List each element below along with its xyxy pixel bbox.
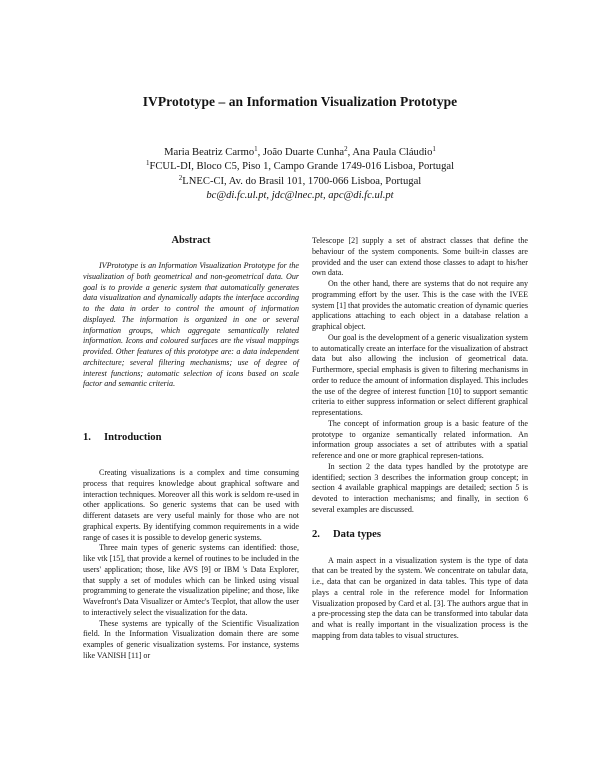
paragraph: In section 2 the data types handled by the prototype are identified; section 3 describes the information group concept; in section 4 available graphical mappings are detailed; section 5 is devoted to interaction mechanisms; and finally, in section 6 several examples are discussed. [312,461,528,514]
affiliation-mark: 1 [254,145,258,153]
author-name: Ana Paula Cláudio [352,147,433,158]
affiliation-mark: 1 [432,145,436,153]
section-number: 1. [83,432,91,443]
paragraph: Creating visualizations is a complex and time consuming process that requires knowledge about graphical software and interaction techniques. Moreover all this work is seldom re-used in other applications. So generic systems that can be used with different datasets are very useful mainly for those who are not graphical experts. By identifying common requirements in a wide range of cases it is possible to develop generic systems. [83,468,299,542]
affiliation-text: FCUL-DI, Bloco C5, Piso 1, Campo Grande 1749-016 Lisboa, Portugal [149,161,455,173]
affiliation-mark: 2 [178,173,183,182]
section-number: 2. [312,528,320,540]
affiliation-mark: 2 [344,145,348,153]
author-names [0,146,600,160]
author-separator: , [347,147,353,158]
author-name: Maria Beatriz Carmo [164,147,255,158]
section-heading-data-types [312,529,528,540]
author-name: João Duarte Cunha [262,147,345,158]
paragraph: On the other hand, there are systems that do not require any programming effort by the user. This is the case with the IVEE system [1] that provides the automatic creation of dynamic queries applications attaching to each object in a database relation a graphical object. [312,279,528,331]
paragraph: Our goal is the development of a generic visualization system to automatically create an interface for the visualization of abstract data but also allowing the inclusion of geometrical data. Furthermore, special emphasis is given to filtering mechanisms in order to reduce the amount of information displayed. This includes the use of the degree of interest function [10] to support semantic criteria to either suppress information or select different graphical representations. [312,332,528,417]
affiliation-mark: 1 [145,159,150,168]
author-separator: , [257,147,263,158]
paragraph: These systems are typically of the Scientific Visualization field. In the Information Visualization domain there are some examples of generic visualization systems. For instance, systems like VANISH [11] or [83,618,299,660]
section-title: Data types [333,528,381,540]
paper-title: IVPrototype – an Information Visualization Prototype [142,94,458,109]
abstract-text: IVPrototype is an Information Visualization Prototype for the visualization of both geometrical and non-geometrical data. Our goal is to provide a generic system that automatically generates data visualization and dynamically adapts the interface according to the data in order to control the amount of information displayed. The information is organized in one or several information groups, which aggregate semantically related information. Icons and coloured surfaces are the visual mappings provided. Other features of this prototype are: a data independent architecture; several filtering mechanisms; use of degree of interest functions; automatic selection of icons based on scale factor and semantic criteria. [83,261,299,389]
author-block [0,146,600,204]
paragraph: Telescope [2] supply a set of abstract classes that define the behaviour of the system components. Some built-in classes are provided and the user can extend those classes to adapt to his/her own data. [312,236,528,278]
author-emails: bc@di.fc.ul.pt, jdc@lnec.pt, apc@di.fc.ul.pt [206,190,394,202]
affiliation-1 [0,160,600,174]
abstract-heading: Abstract [171,235,211,246]
affiliation-text: LNEC-CI, Av. do Brasil 101, 1700-066 Lisboa, Portugal [182,175,422,187]
section-title: Introduction [104,432,162,443]
paragraph: Three main types of generic systems can identified: those, like vtk [15], that provide a kernel of routines to be included in the users' application; those, like AVS [9] or IBM 's Data Explorer, that supply a set of modules which can be linked using visual programming to generate the visualization pipeline; and those, like Wavefront's Data Visualizer or Amtec's Tecplot, that allow the user to interactively select the visualization for the data. [83,543,299,617]
left-column [83,235,299,662]
affiliation-2 [0,175,600,189]
right-column [312,236,528,642]
paragraph: The concept of information group is a basic feature of the prototype to organize semantically related information. An information group associates a set of attributes with a spatial reference and one or more graphical represen-tations. [312,418,528,460]
section-heading-introduction [83,432,299,443]
paragraph: A main aspect in a visualization system is the type of data that can be treated by the system. We concentrate on tabular data, i.e., data that can be organized in data tables. This type of data plays a central role in the reference model for Information Visualization proposed by Card et al. [3]. The authors argue that in a pre-processing step the data can be transformed into tabular data and what is really important in the visualization process is the mapping from data tables to visual structures. [312,555,528,640]
